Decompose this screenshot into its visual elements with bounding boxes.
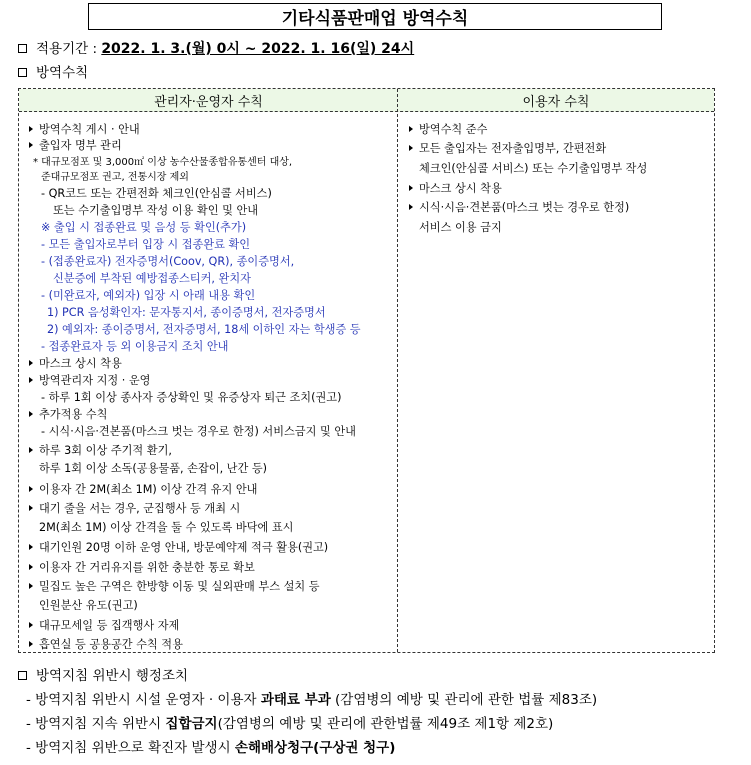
list-item: 방역수칙 게시 · 안내 <box>29 123 140 137</box>
bullet-icon <box>409 126 413 132</box>
bullet-icon <box>29 486 33 492</box>
checkbox-square-icon <box>18 68 27 77</box>
bullet-icon <box>409 145 413 151</box>
list-item: - (접종완료자) 전자증명서(Coov, QR), 종이증명서, <box>41 255 295 268</box>
bullet-icon <box>29 641 33 647</box>
user-rules-header: 이용자 수칙 <box>522 94 590 110</box>
manager-rules-header: 관리자·운영자 수칙 <box>154 94 263 110</box>
list-item: 이용자 간 2M(최소 1M) 이상 간격 유지 안내 <box>29 483 257 497</box>
bullet-icon <box>29 142 33 148</box>
list-item: 서비스 이용 금지 <box>419 221 502 234</box>
list-item: - (미완료자, 예외자) 입장 시 아래 내용 확인 <box>41 289 256 302</box>
bullet-icon <box>29 377 33 383</box>
list-item: 추가적용 수칙 <box>29 408 107 422</box>
period-value: 2022. 1. 3.(월) 0시 ~ 2022. 1. 16(일) 24시 <box>101 41 415 57</box>
bullet-icon <box>29 583 33 589</box>
period-label: 적용기간 : <box>36 41 98 57</box>
checkbox-square-icon <box>18 44 27 53</box>
list-item: 또는 수기출입명부 작성 이용 확인 및 안내 <box>53 204 259 217</box>
bullet-icon <box>29 411 33 417</box>
list-item: - 하루 1회 이상 종사자 증상확인 및 유증상자 퇴근 조치(권고) <box>41 391 342 404</box>
list-item: 1) PCR 음성확인자: 문자통지서, 종이증명서, 전자증명서 <box>47 306 326 319</box>
section-heading-quarantine <box>18 61 88 81</box>
list-item-note: * 대규모점포 및 3,000㎡ 이상 농수산물종합유통센터 대상, <box>33 157 293 168</box>
penalty-line: - 방역지침 지속 위반시 집합금지(감염병의 예방 및 관리에 관한법률 제49조 제1항 제2호) <box>26 716 554 732</box>
list-item: 신분증에 부착된 예방접종스티커, 완치자 <box>53 272 251 285</box>
list-item: 이용자 간 거리유지를 위한 충분한 통로 확보 <box>29 561 255 575</box>
bullet-icon <box>29 622 33 628</box>
list-item: 체크인(안심콜 서비스) 또는 수기출입명부 작성 <box>419 162 648 175</box>
list-item: 인원분산 유도(권고) <box>39 599 138 612</box>
bullet-icon <box>29 126 33 132</box>
list-item: 2) 예외자: 종이증명서, 전자증명서, 18세 이하인 자는 학생증 등 <box>47 323 361 336</box>
list-item: 방역관리자 지정 · 운영 <box>29 374 151 388</box>
section2-label: 방역지침 위반시 행정조치 <box>36 668 189 684</box>
penalty-line: - 방역지침 위반으로 확진자 발생시 손해배상청구(구상권 청구) <box>26 740 396 756</box>
bullet-icon <box>29 505 33 511</box>
list-item: 하루 1회 이상 소독(공용물품, 손잡이, 난간 등) <box>39 462 268 475</box>
list-item: 방역수칙 준수 <box>409 123 487 137</box>
section1-label: 방역수칙 <box>36 65 89 81</box>
list-item: ※ 출입 시 접종완료 및 음성 등 확인(추가) <box>41 221 247 234</box>
document-title: 기타식품판매업 방역수칙 <box>88 3 662 30</box>
section-heading-penalties <box>18 664 188 684</box>
list-item: 대규모세일 등 집객행사 자제 <box>29 619 179 633</box>
list-item: 모든 출입자는 전자출입명부, 간편전화 <box>409 142 606 156</box>
bullet-icon <box>409 204 413 210</box>
column-divider <box>397 89 398 652</box>
list-item: - QR코드 또는 간편전화 체크인(안심콜 서비스) <box>41 187 272 200</box>
bullet-icon <box>409 185 413 191</box>
checkbox-square-icon <box>18 671 27 680</box>
application-period <box>18 37 414 58</box>
rules-table <box>18 88 715 653</box>
list-item: 2M(최소 1M) 이상 간격을 둘 수 있도록 바닥에 표시 <box>39 521 294 534</box>
list-item: 대기 줄을 서는 경우, 군집행사 등 개최 시 <box>29 502 240 516</box>
list-item: 흡연실 등 공용공간 수칙 적용 <box>29 638 183 652</box>
bullet-icon <box>29 544 33 550</box>
list-item: 대기인원 20명 이하 운영 안내, 방문예약제 적극 활용(권고) <box>29 541 328 555</box>
list-item-note: 준대규모점포 권고, 전통시장 제외 <box>41 172 189 183</box>
list-item: - 접종완료자 등 외 이용금지 조치 안내 <box>41 340 229 353</box>
list-item: 출입자 명부 관리 <box>29 139 122 153</box>
list-item: - 모든 출입자로부터 입장 시 접종완료 확인 <box>41 238 251 251</box>
list-item: - 시식·시음·견본품(마스크 벗는 경우로 한정) 서비스금지 및 안내 <box>41 425 356 438</box>
bullet-icon <box>29 447 33 453</box>
bullet-icon <box>29 360 33 366</box>
list-item: 마스크 상시 착용 <box>29 357 122 371</box>
bullet-icon <box>29 564 33 570</box>
list-item: 마스크 상시 착용 <box>409 182 502 196</box>
list-item: 밀집도 높은 구역은 한방향 이동 및 실외판매 부스 설치 등 <box>29 580 320 594</box>
list-item: 하루 3회 이상 주기적 환기, <box>29 444 172 458</box>
list-item: 시식·시음·견본품(마스크 벗는 경우로 한정) <box>409 201 629 215</box>
penalty-line: - 방역지침 위반시 시설 운영자 · 이용자 과태료 부과 (감염병의 예방 및 관리에 관한 법률 제83조) <box>26 692 598 708</box>
